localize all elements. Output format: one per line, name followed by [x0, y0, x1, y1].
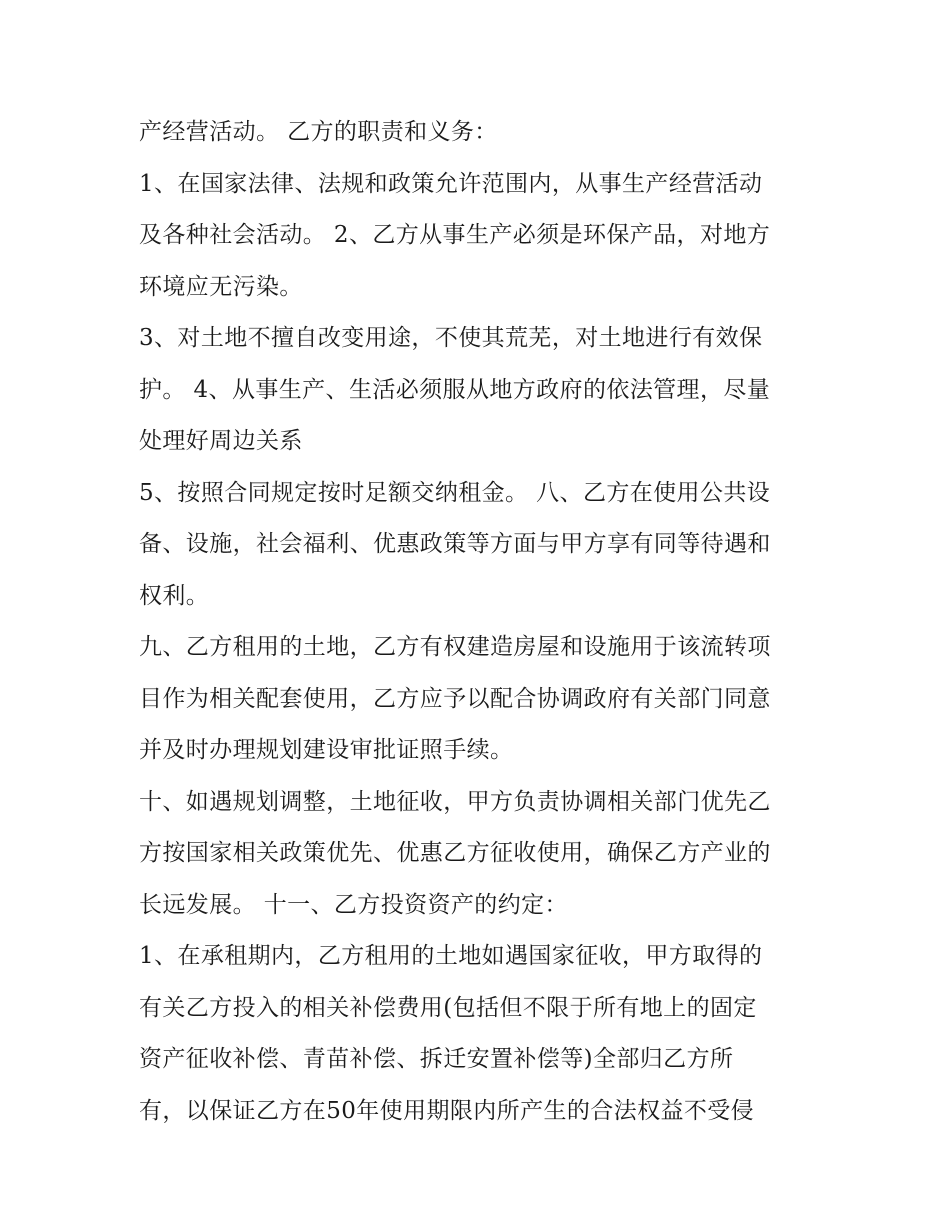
text-line: 并及时办理规划建设审批证照手续。	[139, 737, 514, 763]
text-line: 处理好周边关系	[139, 428, 303, 454]
text-line: 3、对土地不擅自改变用途，不使其荒芜，对土地进行有效保	[139, 325, 763, 351]
text-line: 目作为相关配套使用，乙方应予以配合协调政府有关部门同意	[139, 685, 771, 712]
text-line: 及各种社会活动。 2、乙方从事生产必须是环保产品，对地方	[139, 222, 771, 248]
text-line: 1、在国家法律、法规和政策允许范围内，从事生产经营活动	[139, 170, 763, 197]
text-line: 九、乙方租用的土地，乙方有权建造房屋和设施用于该流转项	[139, 634, 771, 660]
text-line: 权利。	[139, 582, 210, 609]
text-line: 环境应无污染。	[139, 273, 303, 300]
text-line: 产经营活动。 乙方的职责和义务：	[139, 119, 498, 145]
text-line: 有，以保证乙方在50年使用期限内所产生的合法权益不受侵	[139, 1097, 755, 1124]
text-line: 备、设施，社会福利、优惠政策等方面与甲方享有同等待遇和	[139, 531, 771, 557]
text-line: 长远发展。 十一、乙方投资资产的约定：	[139, 891, 568, 918]
text-line: 资产征收补偿、青苗补偿、拆迁安置补偿等)全部归乙方所	[139, 1046, 734, 1072]
text-line: 有关乙方投入的相关补偿费用(包括但不限于所有地上的固定	[139, 994, 757, 1021]
document-body	[139, 107, 829, 1137]
text-line: 十、如遇规划调整，土地征收，甲方负责协调相关部门优先乙	[139, 788, 771, 815]
text-line: 方按国家相关政策优先、优惠乙方征收使用，确保乙方产业的	[139, 840, 771, 866]
text-line: 5、按照合同规定按时足额交纳租金。 八、乙方在使用公共设	[139, 479, 771, 506]
text-line: 1、在承租期内，乙方租用的土地如遇国家征收，甲方取得的	[139, 943, 763, 969]
text-line: 护。 4、从事生产、生活必须服从地方政府的依法管理，尽量	[139, 376, 771, 403]
